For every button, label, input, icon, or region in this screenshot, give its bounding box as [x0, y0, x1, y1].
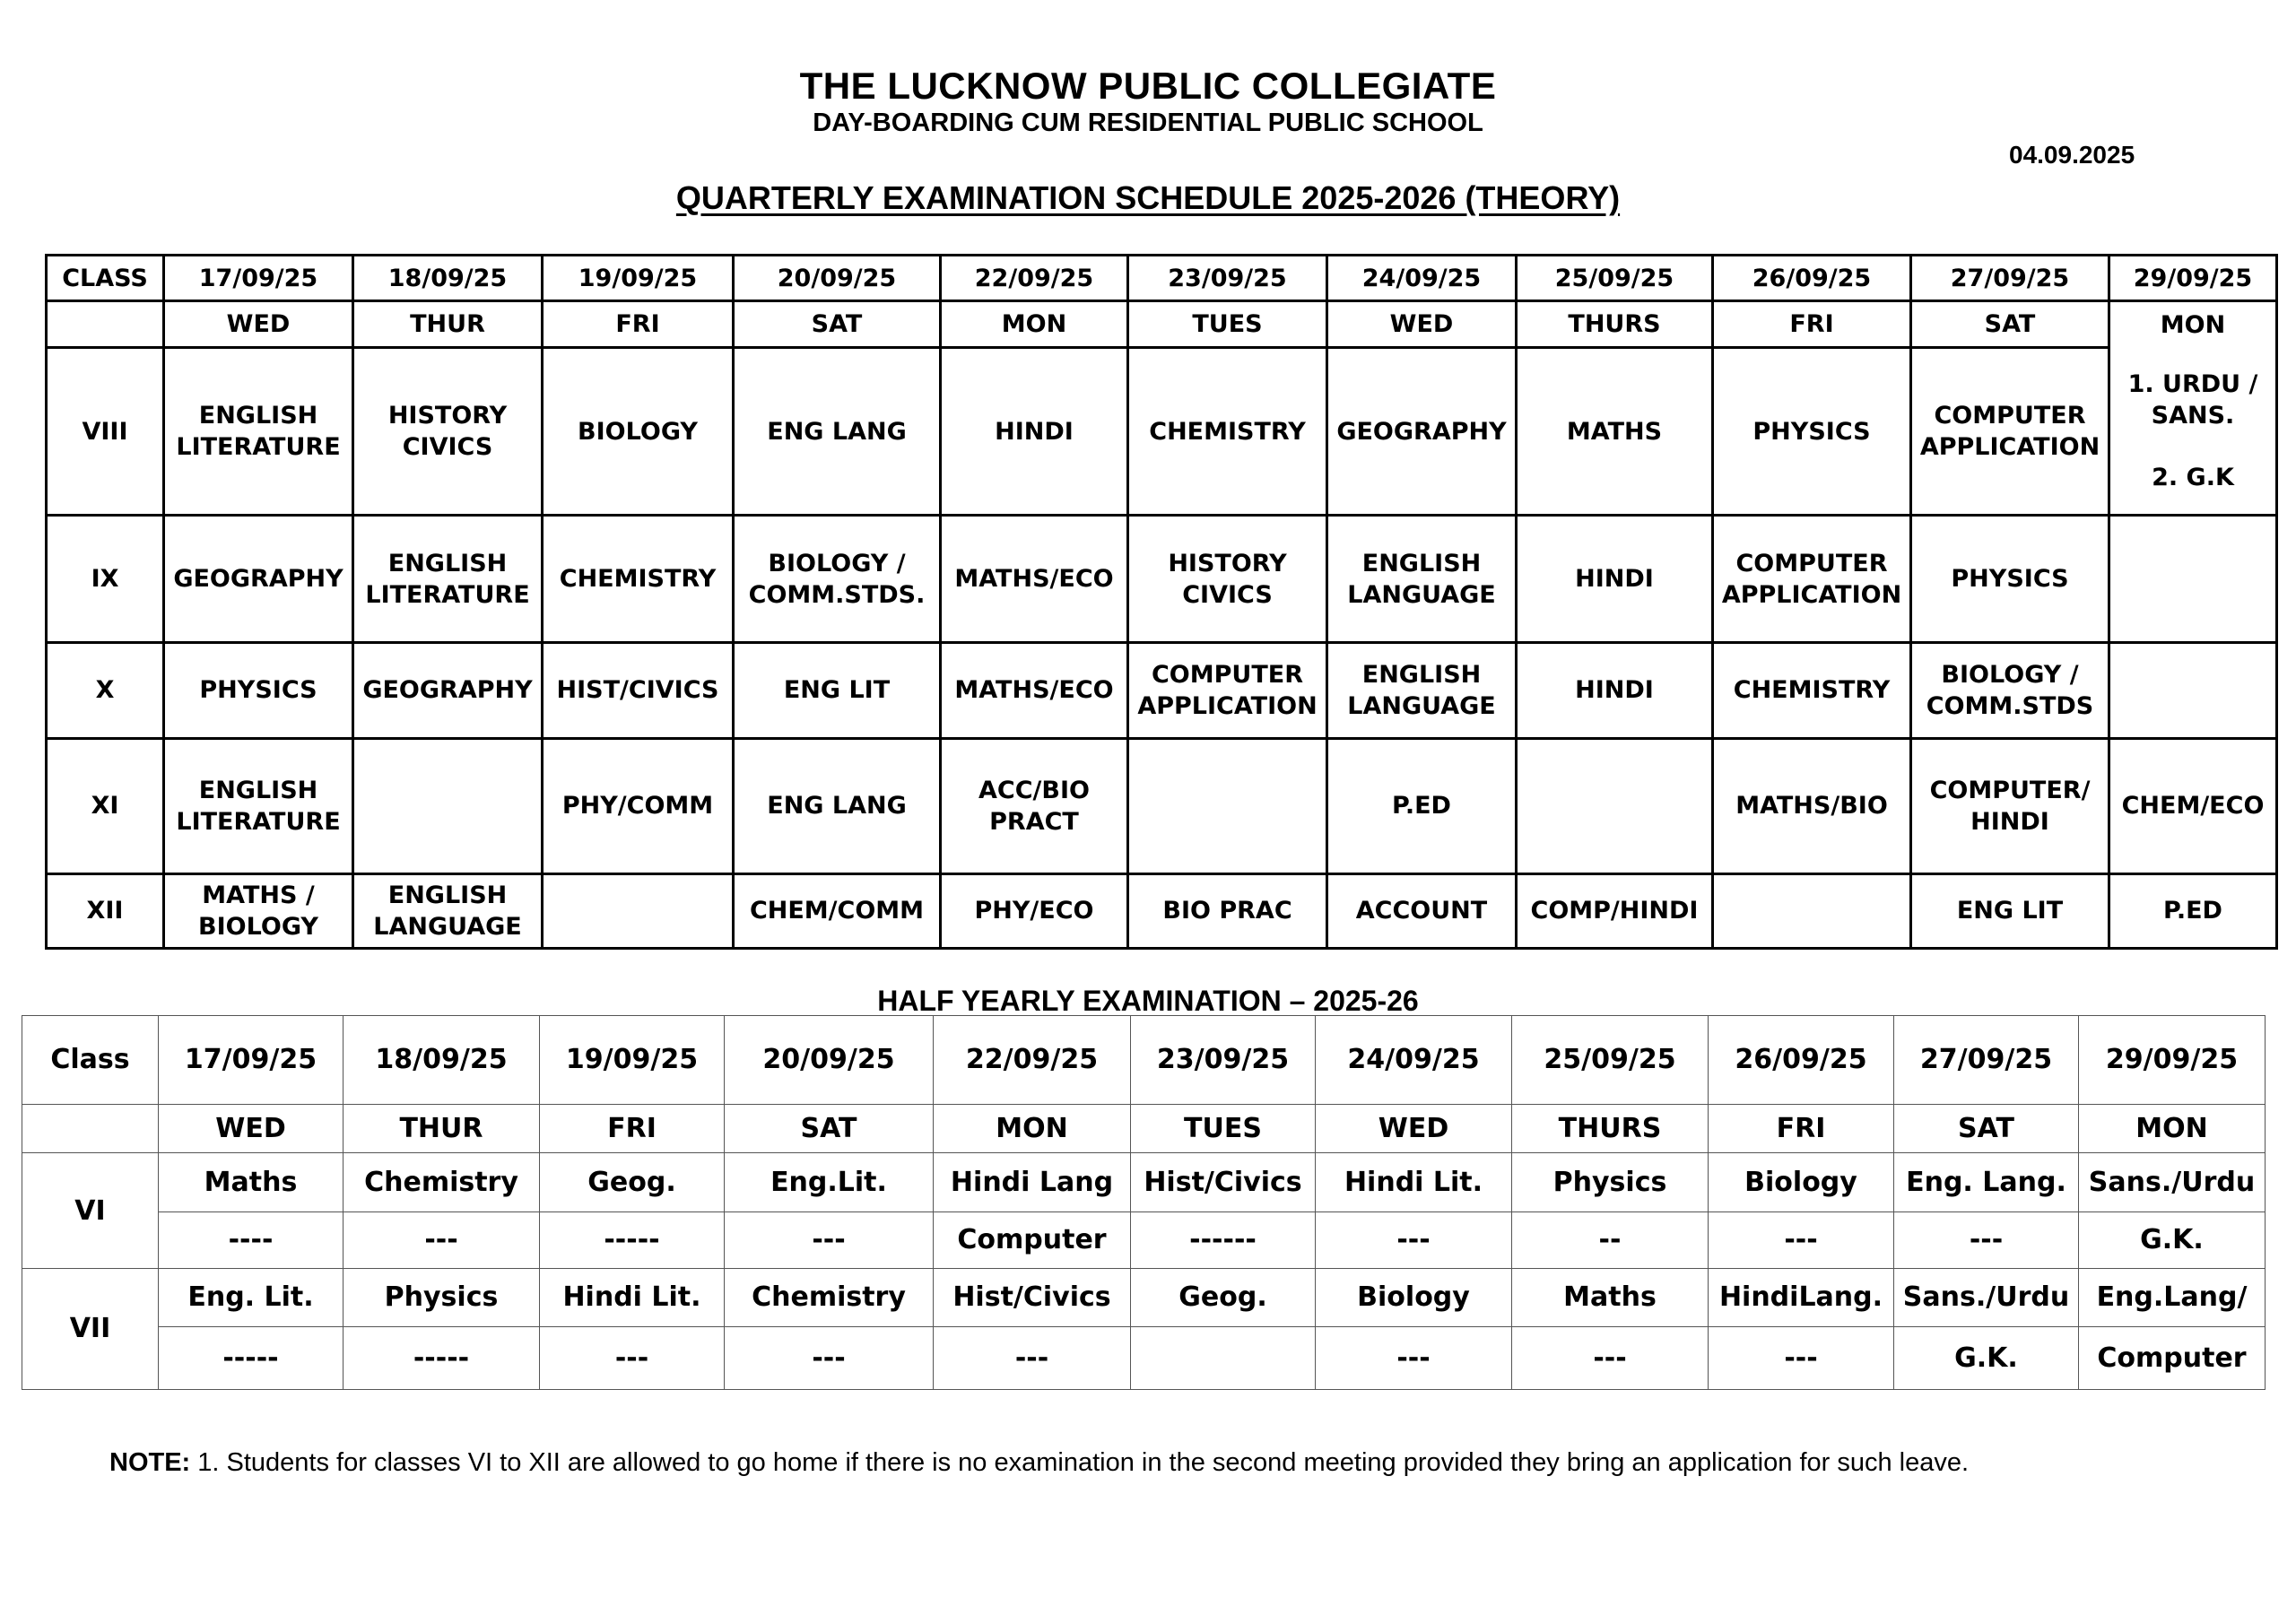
day-header: THURS [1517, 301, 1713, 347]
exam-cell: ------ [1131, 1212, 1316, 1269]
exam-cell: ---- [159, 1212, 344, 1269]
day-header: FRI [540, 1104, 725, 1153]
exam-cell: --- [1894, 1212, 2079, 1269]
exam-cell: Maths [159, 1153, 344, 1212]
exam-subject-line: ENG LIT [1956, 897, 2064, 925]
date-header: 17/09/25 [159, 1016, 344, 1105]
exam-cell: Chemistry [725, 1268, 934, 1327]
day-header: WED [1327, 301, 1517, 347]
exam-cell: --- [1709, 1327, 1894, 1390]
exam-subject-line: PHYSICS [1752, 417, 1871, 446]
exam-subject-line: ENGLISH [1361, 549, 1482, 578]
exam-cell [1517, 516, 1713, 643]
exam-subject-line: HIST/CIVICS [556, 676, 719, 705]
exam-cell [1713, 873, 1911, 948]
exam-cell [353, 738, 543, 873]
date-header: 26/09/25 [1713, 256, 1911, 301]
day-header: TUES [1128, 301, 1327, 347]
exam-cell [1911, 873, 2109, 948]
exam-subject-line: CHEMISTRY [1149, 417, 1306, 446]
exam-cell [164, 347, 353, 516]
exam-cell [1327, 873, 1517, 948]
date-header: 18/09/25 [353, 256, 543, 301]
exam-subject-line: ENGLISH [198, 401, 318, 430]
exam-cell [1517, 347, 1713, 516]
exam-cell [1713, 738, 1911, 873]
exam-subject-line: COMM.STDS [1926, 692, 2094, 721]
exam-subject-line: GEOGRAPHY [362, 676, 533, 705]
exam-cell [1911, 738, 2109, 873]
exam-cell [543, 643, 734, 739]
exam-subject-line: P.ED [2163, 897, 2222, 925]
exam-cell [734, 516, 941, 643]
exam-cell [1327, 643, 1517, 739]
day-header: WED [159, 1104, 344, 1153]
exam-cell: Physics [1512, 1153, 1709, 1212]
exam-cell: G.K. [2079, 1212, 2266, 1269]
exam-cell: Eng.Lang/ [2079, 1268, 2266, 1327]
exam-subject-line: LANGUAGE [373, 912, 522, 941]
exam-cell: Geog. [1131, 1268, 1316, 1327]
day-header: FRI [543, 301, 734, 347]
exam-cell [1713, 643, 1911, 739]
exam-subject-line: COMPUTER/ [1929, 776, 2091, 804]
exam-cell [941, 347, 1128, 516]
exam-cell [164, 516, 353, 643]
exam-subject-line: CHEMISTRY [1733, 676, 1891, 705]
quarterly-schedule-table [45, 254, 2278, 950]
exam-cell: ----- [344, 1327, 540, 1390]
exam-cell [734, 347, 941, 516]
date-header: 22/09/25 [941, 256, 1128, 301]
exam-cell [1128, 873, 1327, 948]
exam-subject-line: ENGLISH [387, 881, 508, 909]
half-yearly-day-row [22, 1104, 2266, 1153]
date-header: 23/09/25 [1128, 256, 1327, 301]
exam-subject-line: SANS. [2151, 401, 2235, 430]
date-header: 27/09/25 [1894, 1016, 2079, 1105]
exam-subject-line: HINDI [1575, 565, 1654, 594]
exam-subject-line: PHY/COMM [561, 792, 714, 821]
day-header: SAT [1894, 1104, 2079, 1153]
class-label: X [47, 643, 164, 739]
exam-subject-line: PHYSICS [1951, 565, 2069, 594]
exam-subject-line: APPLICATION [1137, 692, 1318, 721]
exam-subject-line: COMM.STDS. [748, 580, 926, 609]
class-header: Class [22, 1016, 159, 1105]
exam-cell [2109, 516, 2277, 643]
exam-cell: Eng. Lit. [159, 1268, 344, 1327]
exam-subject-line: ENG LANG [767, 417, 907, 446]
class-header: CLASS [47, 256, 164, 301]
day-header: TUES [1131, 1104, 1316, 1153]
day-header: MON [934, 1104, 1131, 1153]
exam-cell [353, 873, 543, 948]
half-yearly-date-row [22, 1016, 2266, 1105]
exam-cell [164, 643, 353, 739]
exam-subject-line: PRACT [989, 807, 1079, 836]
exam-cell: Chemistry [344, 1153, 540, 1212]
class-label: XII [47, 873, 164, 948]
class-label: VII [22, 1268, 159, 1389]
exam-cell: Sans./Urdu [1894, 1268, 2079, 1327]
school-subtitle: DAY-BOARDING CUM RESIDENTIAL PUBLIC SCHOOL [813, 109, 1483, 137]
exam-cell [941, 516, 1128, 643]
day-header: THUR [353, 301, 543, 347]
exam-cell: Hindi Lit. [540, 1268, 725, 1327]
exam-subject-line: LITERATURE [365, 580, 530, 609]
exam-subject-line: MATHS [1566, 417, 1663, 446]
exam-subject-line: COMPUTER [1735, 549, 1888, 578]
exam-subject-line: LANGUAGE [1347, 692, 1496, 721]
date-header: 18/09/25 [344, 1016, 540, 1105]
exam-subject-line: APPLICATION [1721, 580, 1902, 609]
exam-cell [543, 738, 734, 873]
date-header: 25/09/25 [1517, 256, 1713, 301]
exam-cell: -- [1512, 1212, 1709, 1269]
exam-cell [1911, 516, 2109, 643]
day-header: MON [2109, 301, 2277, 347]
exam-subject-line: BIOLOGY / [1941, 660, 2079, 689]
exam-cell: Physics [344, 1268, 540, 1327]
exam-cell: --- [1316, 1212, 1512, 1269]
note-text: 1. Students for classes VI to XII are allowed to go home if there is no examination in the second meeting provided they bring an application for such leave. [190, 1448, 1970, 1477]
exam-cell: HindiLang. [1709, 1268, 1894, 1327]
exam-cell [1327, 738, 1517, 873]
exam-cell: --- [344, 1212, 540, 1269]
exam-cell: Hist/Civics [1131, 1153, 1316, 1212]
exam-subject-line: HINDI [1575, 676, 1654, 705]
exam-cell [1713, 516, 1911, 643]
day-header: FRI [1713, 301, 1911, 347]
date-header: 29/09/25 [2109, 256, 2277, 301]
exam-subject-line: ENG LANG [767, 792, 907, 821]
date-header: 23/09/25 [1131, 1016, 1316, 1105]
exam-cell [1131, 1327, 1316, 1390]
exam-cell [734, 873, 941, 948]
exam-cell: Hindi Lang [934, 1153, 1131, 1212]
exam-subject-line: 2. G.K [2152, 463, 2234, 491]
exam-cell: Computer [2079, 1327, 2266, 1390]
footer-note [109, 1448, 1969, 1478]
exam-cell [164, 873, 353, 948]
date-header: 17/09/25 [164, 256, 353, 301]
date-header: 24/09/25 [1327, 256, 1517, 301]
exam-subject-line: MATHS/ECO [954, 565, 1114, 594]
exam-cell [1517, 643, 1713, 739]
date-header: 19/09/25 [543, 256, 734, 301]
exam-subject-line: APPLICATION [1919, 433, 2100, 462]
exam-cell [2109, 873, 2277, 948]
document-date: 04.09.2025 [2009, 141, 2135, 169]
exam-subject-line: HINDI [995, 417, 1074, 446]
exam-cell [543, 516, 734, 643]
exam-cell [1128, 516, 1327, 643]
quarterly-title-text: QUARTERLY EXAMINATION SCHEDULE 2025-2026 (THEORY) [675, 179, 1621, 216]
exam-cell [1327, 516, 1517, 643]
exam-subject-line: CHEMISTRY [559, 565, 717, 594]
quarterly-day-row [47, 301, 2277, 347]
exam-subject-line: ENG LIT [783, 676, 891, 705]
exam-subject-line: HINDI [1970, 807, 2049, 836]
exam-cell [2109, 643, 2277, 739]
quarterly-title [0, 179, 2296, 217]
half-yearly-class-row [22, 1153, 2266, 1212]
date-header: 20/09/25 [725, 1016, 934, 1105]
exam-subject-line: CHEM/COMM [749, 897, 925, 925]
class-header-blank [22, 1104, 159, 1153]
exam-cell: Eng. Lang. [1894, 1153, 2079, 1212]
exam-cell [1911, 347, 2109, 516]
day-header: MON [941, 301, 1128, 347]
quarterly-class-row [47, 347, 2277, 516]
date-header: 26/09/25 [1709, 1016, 1894, 1105]
exam-cell [1911, 643, 2109, 739]
exam-cell [1517, 873, 1713, 948]
exam-subject-line: PHYSICS [199, 676, 317, 705]
day-header: SAT [725, 1104, 934, 1153]
day-header: THUR [344, 1104, 540, 1153]
exam-cell: Biology [1709, 1153, 1894, 1212]
day-header: THURS [1512, 1104, 1709, 1153]
exam-cell [941, 873, 1128, 948]
class-header-blank [47, 301, 164, 347]
day-header: SAT [734, 301, 941, 347]
exam-cell: --- [540, 1327, 725, 1390]
class-label: VIII [47, 347, 164, 516]
exam-cell [543, 873, 734, 948]
exam-cell: --- [725, 1327, 934, 1390]
half-yearly-schedule-table [22, 1015, 2266, 1390]
exam-subject-line: ENGLISH [198, 776, 318, 804]
exam-cell [941, 738, 1128, 873]
date-header: 19/09/25 [540, 1016, 725, 1105]
exam-cell: Eng.Lit. [725, 1153, 934, 1212]
exam-cell: G.K. [1894, 1327, 2079, 1390]
exam-cell [2109, 347, 2277, 516]
day-header: WED [164, 301, 353, 347]
exam-subject-line: ACCOUNT [1355, 897, 1488, 925]
exam-cell: Sans./Urdu [2079, 1153, 2266, 1212]
exam-subject-line: MATHS/ECO [954, 676, 1114, 705]
exam-cell: ----- [540, 1212, 725, 1269]
exam-subject-line: COMPUTER [1151, 660, 1303, 689]
exam-cell: Computer [934, 1212, 1131, 1269]
exam-subject-line: P.ED [1392, 792, 1451, 821]
exam-subject-line: GEOGRAPHY [1336, 417, 1507, 446]
exam-subject-line: CIVICS [1182, 580, 1273, 609]
exam-cell [941, 643, 1128, 739]
exam-subject-line: COMP/HINDI [1530, 897, 1699, 925]
exam-cell: --- [934, 1327, 1131, 1390]
exam-subject-line: MATHS / [202, 881, 315, 909]
exam-subject-line: BIO PRAC [1162, 897, 1292, 925]
exam-cell: ----- [159, 1327, 344, 1390]
class-label: VI [22, 1153, 159, 1268]
exam-subject-line: BIOLOGY [578, 417, 698, 446]
exam-subject-line: PHY/ECO [974, 897, 1094, 925]
exam-subject-line: LITERATURE [176, 807, 341, 836]
exam-cell [543, 347, 734, 516]
day-header: SAT [1911, 301, 2109, 347]
date-header: 29/09/25 [2079, 1016, 2266, 1105]
exam-cell [1128, 643, 1327, 739]
day-header: MON [2079, 1104, 2266, 1153]
quarterly-date-row [47, 256, 2277, 301]
exam-cell: Hist/Civics [934, 1268, 1131, 1327]
class-label: IX [47, 516, 164, 643]
exam-cell: --- [1316, 1327, 1512, 1390]
exam-subject-line: BIOLOGY [198, 912, 318, 941]
exam-subject-line: ENGLISH [1361, 660, 1482, 689]
half-yearly-class-row-second [22, 1327, 2266, 1390]
exam-subject-line: COMPUTER [1934, 401, 2086, 430]
exam-subject-line: GEOGRAPHY [173, 565, 344, 594]
quarterly-class-row [47, 643, 2277, 739]
exam-cell [1713, 347, 1911, 516]
exam-cell [353, 516, 543, 643]
exam-subject-line: ENGLISH [387, 549, 508, 578]
date-header: 24/09/25 [1316, 1016, 1512, 1105]
date-header: 22/09/25 [934, 1016, 1131, 1105]
exam-cell [1128, 738, 1327, 873]
exam-subject-line: 1. URDU / [2127, 369, 2258, 398]
exam-cell: Hindi Lit. [1316, 1153, 1512, 1212]
half-yearly-class-row-second [22, 1212, 2266, 1269]
half-yearly-class-row [22, 1268, 2266, 1327]
exam-cell: Geog. [540, 1153, 725, 1212]
quarterly-class-row [47, 873, 2277, 948]
day-header: WED [1316, 1104, 1512, 1153]
exam-subject-line: HISTORY [387, 401, 508, 430]
date-header: 20/09/25 [734, 256, 941, 301]
exam-cell [734, 738, 941, 873]
exam-subject-line: BIOLOGY / [768, 549, 906, 578]
exam-cell [353, 347, 543, 516]
exam-cell: Maths [1512, 1268, 1709, 1327]
exam-subject-line: HISTORY [1168, 549, 1287, 578]
note-label: NOTE: [109, 1448, 191, 1477]
exam-subject-line: MATHS/BIO [1735, 792, 1888, 821]
date-header: 25/09/25 [1512, 1016, 1709, 1105]
exam-cell [2109, 738, 2277, 873]
exam-cell: --- [1512, 1327, 1709, 1390]
school-name: THE LUCKNOW PUBLIC COLLEGIATE [799, 65, 1497, 107]
exam-cell [1327, 347, 1517, 516]
exam-cell [734, 643, 941, 739]
exam-cell [1517, 738, 1713, 873]
exam-subject-line: LANGUAGE [1347, 580, 1496, 609]
exam-cell: --- [1709, 1212, 1894, 1269]
half-yearly-title: HALF YEARLY EXAMINATION – 2025-26 [877, 985, 1419, 1017]
day-header: FRI [1709, 1104, 1894, 1153]
exam-cell [164, 738, 353, 873]
exam-cell [1128, 347, 1327, 516]
quarterly-class-row [47, 738, 2277, 873]
exam-cell [353, 643, 543, 739]
quarterly-class-row [47, 516, 2277, 643]
exam-cell: Biology [1316, 1268, 1512, 1327]
class-label: XI [47, 738, 164, 873]
exam-cell: --- [725, 1212, 934, 1269]
date-header: 27/09/25 [1911, 256, 2109, 301]
exam-subject-line: CHEM/ECO [2121, 792, 2265, 821]
exam-subject-line: ACC/BIO [978, 776, 1090, 804]
exam-subject-line: CIVICS [402, 433, 493, 462]
exam-subject-line: LITERATURE [176, 433, 341, 462]
